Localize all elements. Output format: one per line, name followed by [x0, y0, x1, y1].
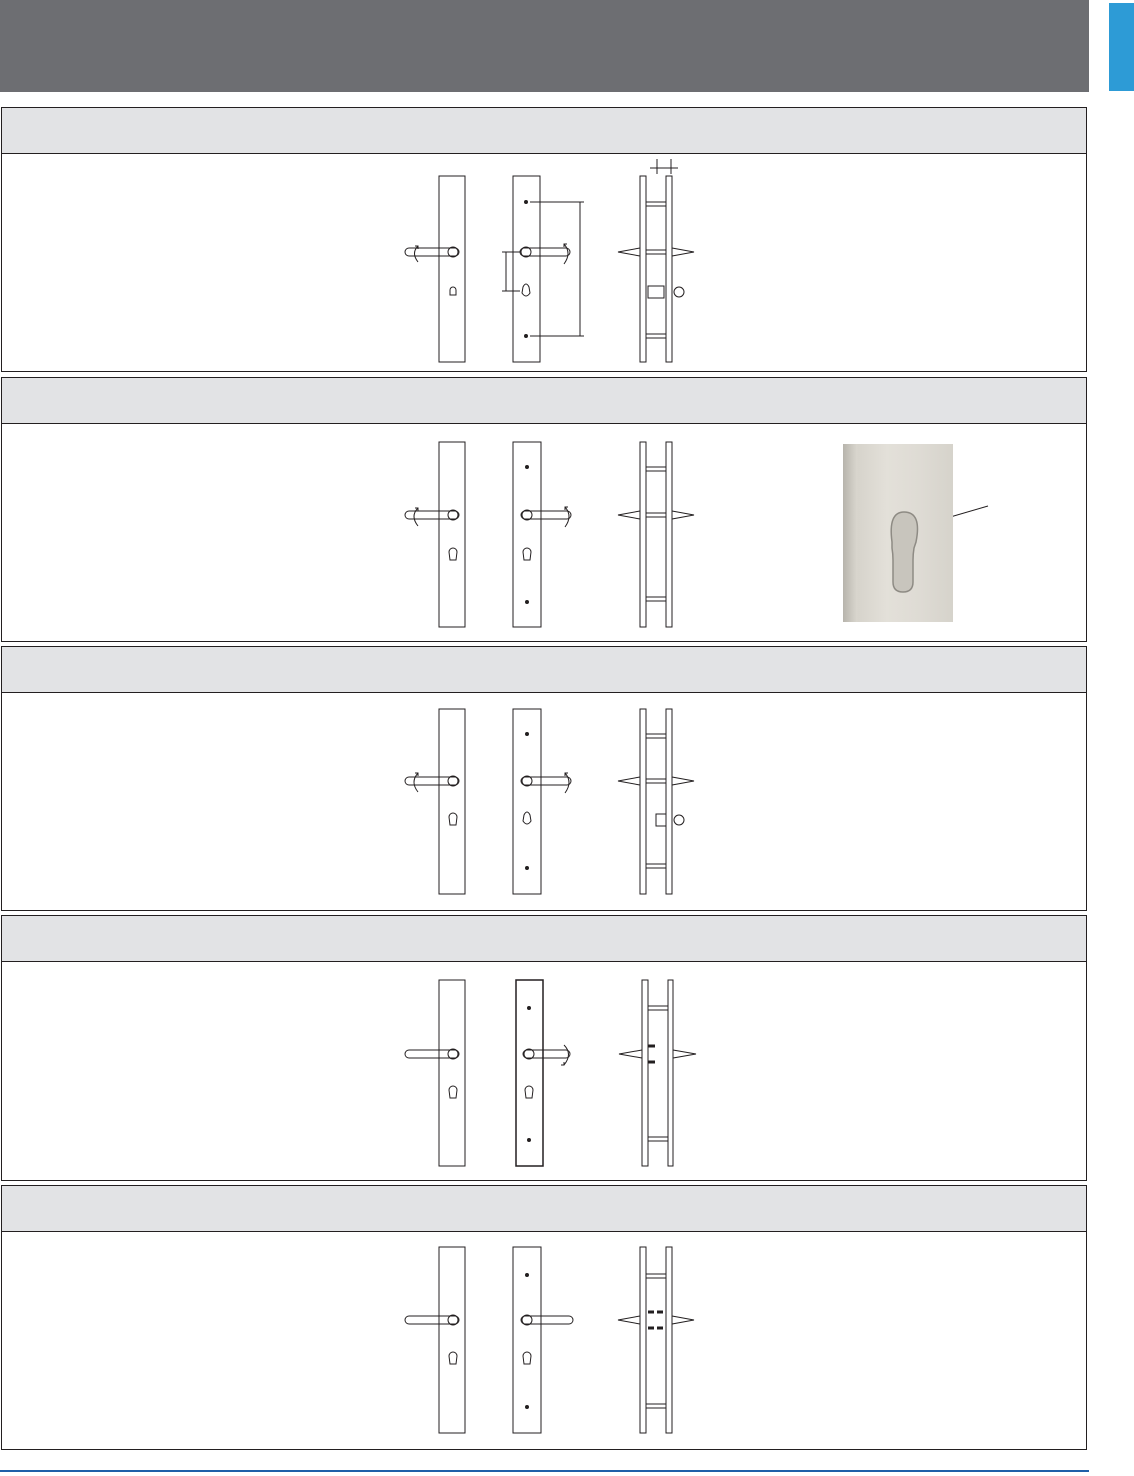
side-profile-view — [618, 159, 694, 362]
section-3-drawing — [2, 693, 1086, 910]
back-plate-view — [513, 709, 571, 894]
section-5-header — [2, 1186, 1086, 1232]
front-plate-view — [405, 709, 465, 894]
section-2 — [1, 377, 1087, 642]
top-banner — [0, 0, 1089, 92]
side-profile-view — [619, 980, 696, 1166]
side-profile-view — [618, 709, 694, 894]
side-profile-view — [618, 442, 694, 627]
section-1-header — [2, 108, 1086, 154]
back-plate-view — [513, 1247, 573, 1433]
section-4-drawing — [2, 962, 1086, 1180]
back-plate-view — [502, 176, 584, 362]
section-4-header — [2, 916, 1086, 962]
euro-cylinder-cutout-photo — [843, 444, 953, 622]
section-4 — [1, 915, 1087, 1181]
section-3 — [1, 646, 1087, 911]
front-plate-view — [405, 442, 465, 627]
section-1 — [1, 107, 1087, 372]
section-2-header — [2, 378, 1086, 424]
side-profile-view — [618, 1247, 694, 1433]
front-plate-view — [405, 176, 465, 362]
footer-rule — [0, 1470, 1089, 1472]
back-plate-view — [516, 980, 570, 1166]
front-plate-view — [405, 980, 465, 1166]
section-5 — [1, 1185, 1087, 1450]
section-tab-marker — [1109, 3, 1134, 91]
section-1-drawing — [2, 154, 1086, 371]
front-plate-view — [405, 1247, 465, 1433]
section-5-drawing — [2, 1232, 1086, 1449]
back-plate-view — [513, 442, 571, 627]
section-3-header — [2, 647, 1086, 693]
